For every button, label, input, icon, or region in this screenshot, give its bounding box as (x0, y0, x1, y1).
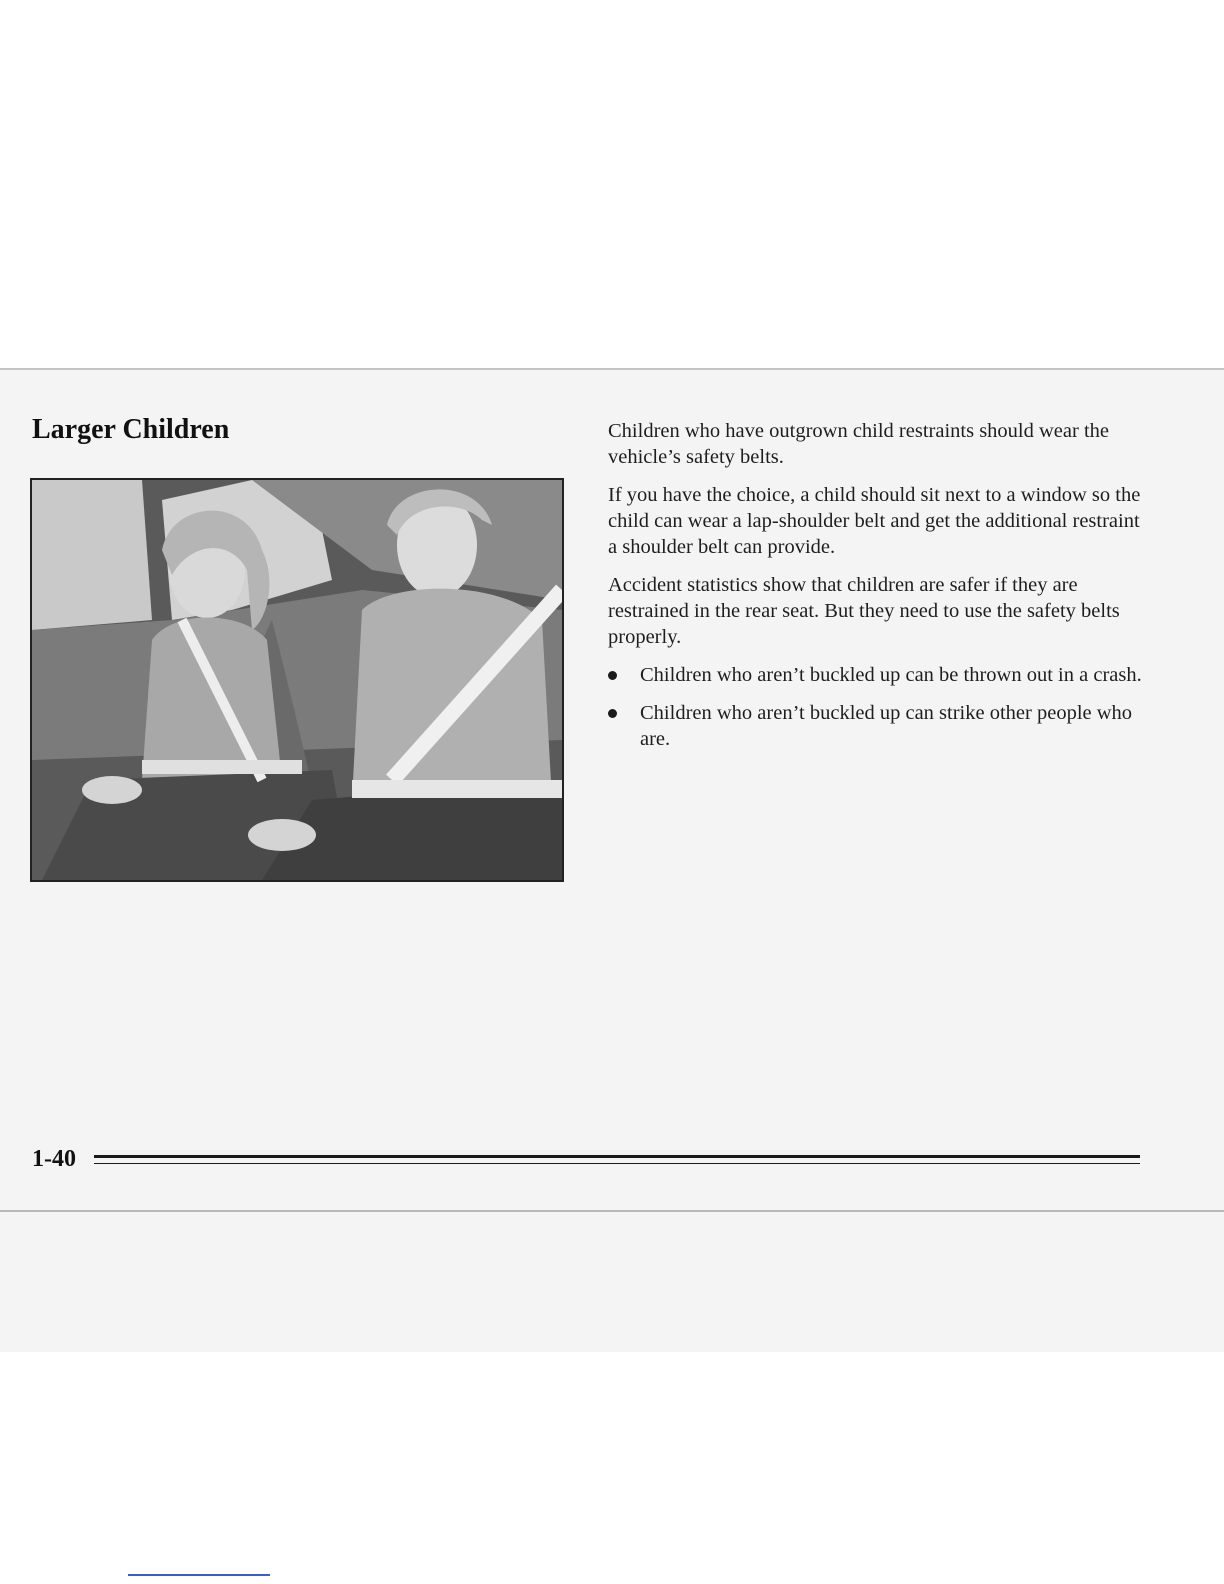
illustration-drawing (32, 480, 562, 880)
bullet-item (608, 700, 1148, 752)
rear-window (32, 480, 152, 630)
boy-shirt (352, 589, 552, 800)
bullet-icon (608, 671, 617, 680)
bottom-divider (0, 1210, 1224, 1212)
bullet-text: Children who aren’t buckled up can strike other people who are. (640, 702, 1133, 750)
seatbelt-children-illustration (30, 478, 564, 882)
section-title: Larger Children (32, 414, 230, 445)
paragraph: Accident statistics show that children are safer if they are restrained in the rear seat. But they need to use the safety belts properly. (608, 574, 1120, 648)
link-underline[interactable] (128, 1574, 270, 1576)
top-divider (0, 368, 1224, 370)
paragraph: If you have the choice, a child should sit next to a window so the child can wear a lap-shoulder belt and get the additional restraint a shoulder belt can provide. (608, 484, 1141, 558)
paragraph: Children who have outgrown child restraints should wear the vehicle’s safety belts. (608, 420, 1109, 468)
bullet-icon (608, 709, 617, 718)
page-number: 1-40 (32, 1146, 76, 1172)
bullet-text: Children who aren’t buckled up can be thrown out in a crash. (640, 664, 1142, 686)
girl-shirt (142, 618, 282, 781)
body-text (608, 418, 1148, 764)
footer-divider (94, 1155, 1140, 1165)
bullet-item (608, 662, 1148, 688)
